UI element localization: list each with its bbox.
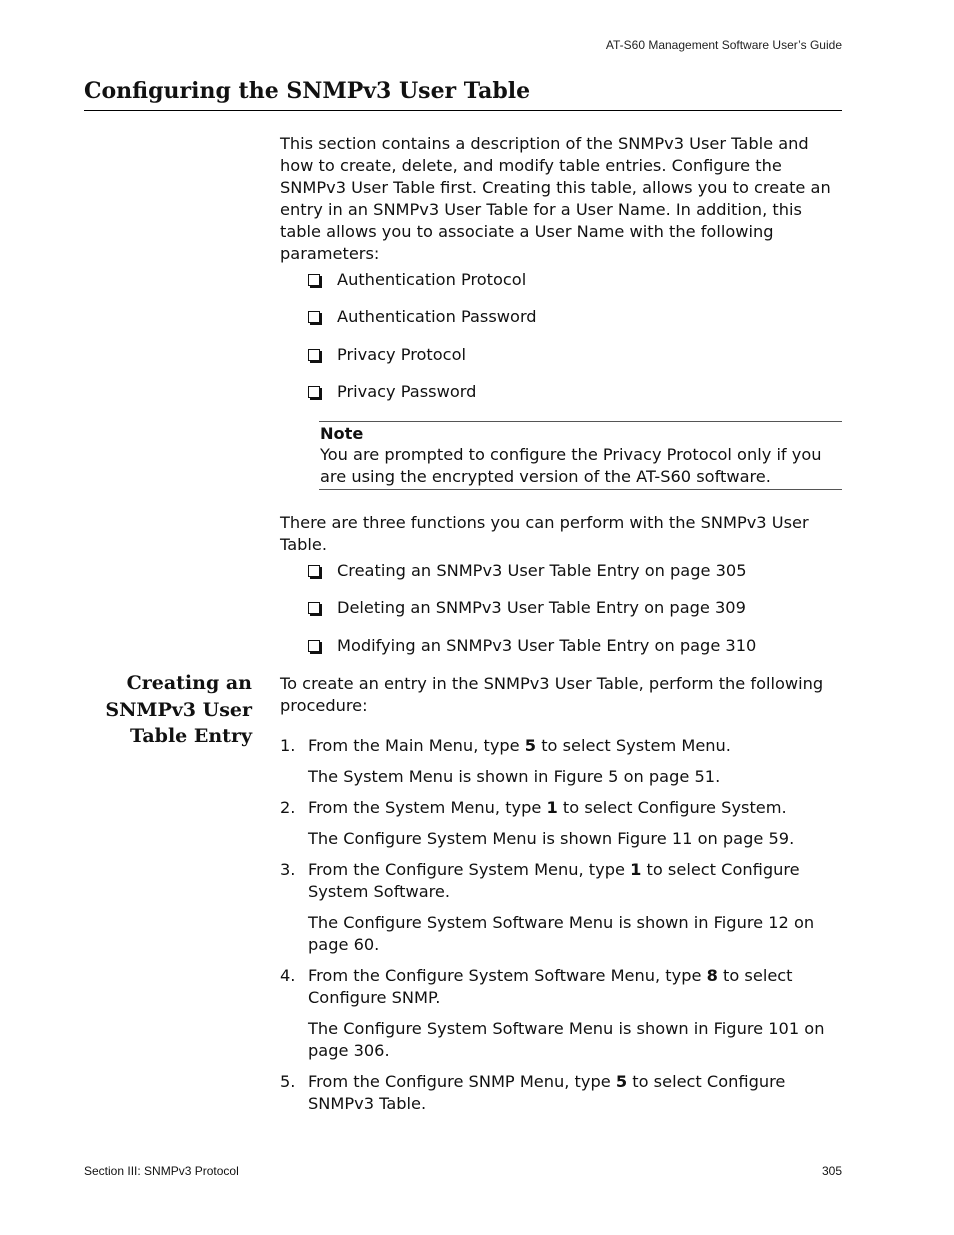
cross-reference-link[interactable]: Deleting an SNMPv3 User Table Entry on page 309	[337, 598, 746, 618]
section-intro: This section contains a description of the SNMPv3 User Table and how to create, delete, and modify table entries. Configure the SNMPv3 User Table first. Creating this table, allows you to create an entry in an SNMPv3 User Table for a User Name. In addition, this table allows you to associate a User Name with the following parameters:	[280, 134, 831, 263]
note-box	[319, 421, 842, 490]
procedure-step	[280, 965, 842, 1062]
procedure-step	[280, 735, 842, 788]
procedure-step	[280, 797, 842, 850]
step-text: From the Main Menu, type 5 to select System Menu.	[308, 736, 731, 755]
list-item: Authentication Protocol	[308, 261, 537, 299]
step-result: The Configure System Menu is shown Figure 11 on page 59.	[308, 829, 795, 848]
note-text: You are prompted to configure the Privacy Protocol only if you are using the encrypted version of the AT-S60 software.	[320, 445, 822, 486]
procedure-step	[280, 859, 842, 956]
procedure-step	[280, 1071, 842, 1115]
step-number: 3.	[280, 860, 296, 879]
list-item[interactable]	[308, 590, 756, 628]
step-result: The Configure System Software Menu is shown in Figure 12 on page 60.	[308, 913, 815, 954]
checkbox-bullet-icon	[308, 565, 320, 577]
step-number: 4.	[280, 966, 296, 985]
subsection-heading: Creating an SNMPv3 User Table Entry	[105, 672, 252, 747]
functions-intro: There are three functions you can perform with the SNMPv3 User Table.	[280, 513, 809, 554]
running-header: AT-S60 Management Software User’s Guide	[605, 38, 842, 52]
step-number: 5.	[280, 1072, 296, 1091]
checkbox-bullet-icon	[308, 311, 320, 323]
list-item: Authentication Password	[308, 299, 537, 337]
list-item[interactable]	[308, 552, 756, 590]
step-result: The System Menu is shown in Figure 5 on page 51.	[308, 767, 721, 786]
step-number: 2.	[280, 798, 296, 817]
step-key: 5	[524, 736, 537, 755]
note-label: Note	[320, 424, 364, 443]
page-number: 305	[821, 1164, 842, 1178]
step-text: From the Configure System Menu, type 1 to select Configure System Software.	[308, 860, 800, 901]
step-key: 1	[546, 798, 558, 817]
list-item[interactable]	[308, 627, 756, 665]
step-key: 8	[706, 966, 718, 985]
functions-list	[308, 552, 756, 665]
checkbox-bullet-icon	[308, 640, 320, 652]
checkbox-bullet-icon	[308, 349, 320, 361]
section-title: Configuring the SNMPv3 User Table	[84, 76, 842, 111]
step-key: 1	[630, 860, 642, 879]
checkbox-bullet-icon	[308, 274, 320, 286]
parameter-list	[308, 261, 537, 411]
step-text: From the Configure SNMP Menu, type 5 to select Configure SNMPv3 Table.	[308, 1072, 786, 1113]
footer-section: Section III: SNMPv3 Protocol	[84, 1164, 239, 1178]
step-text: From the Configure System Software Menu, type 8 to select Configure SNMP.	[308, 966, 793, 1007]
step-text: From the System Menu, type 1 to select Configure System.	[308, 798, 787, 817]
step-result: The Configure System Software Menu is shown in Figure 101 on page 306.	[308, 1019, 825, 1060]
list-item: Privacy Password	[308, 374, 537, 412]
subsection-intro: To create an entry in the SNMPv3 User Table, perform the following procedure:	[280, 674, 824, 715]
checkbox-bullet-icon	[308, 602, 320, 614]
checkbox-bullet-icon	[308, 386, 320, 398]
procedure-steps	[280, 735, 842, 1124]
cross-reference-link[interactable]: Modifying an SNMPv3 User Table Entry on page 310	[337, 635, 757, 655]
step-key: 5	[615, 1072, 628, 1091]
step-number: 1.	[280, 736, 296, 755]
list-item: Privacy Protocol	[308, 336, 537, 374]
cross-reference-link[interactable]: Creating an SNMPv3 User Table Entry on page 305	[337, 560, 747, 580]
